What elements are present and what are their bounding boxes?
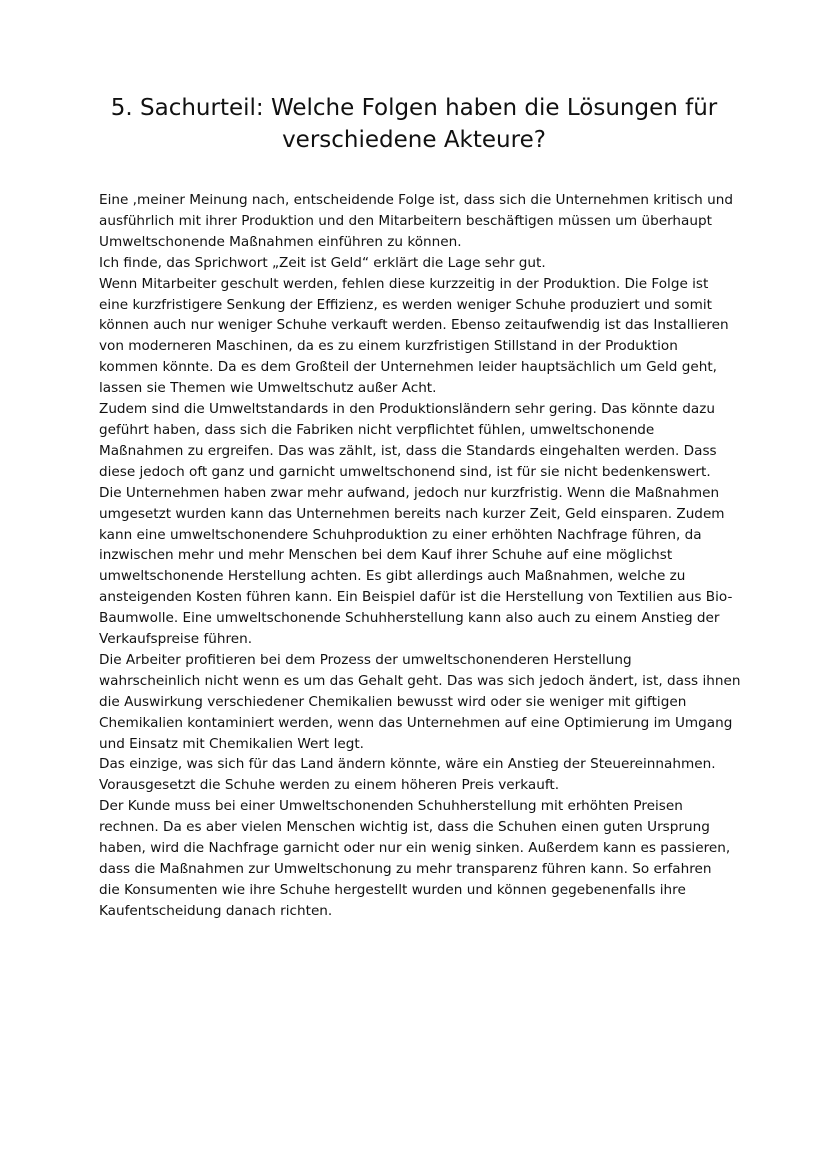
text-line: Der Kunde muss bei einer Umweltschonenden Schuhherstellung mit erhöhten Preisen: [99, 798, 683, 815]
text-line: Zudem sind die Umweltstandards in den Produktionsländern sehr gering. Das könnte dazu: [99, 401, 715, 418]
text-line: diese jedoch oft ganz und garnicht umweltschonend sind, ist für sie nicht bedenkenswert.: [99, 463, 711, 480]
title-line: 5. Sachurteil: Welche Folgen haben die Lösungen für: [110, 95, 718, 121]
text-line: geführt haben, dass sich die Fabriken nicht verpflichtet fühlen, umweltschonende: [99, 421, 655, 438]
text-line: Eine ,meiner Meinung nach, entscheidende Folge ist, dass sich die Unternehmen kritisch und: [99, 192, 733, 208]
text-line: eine kurzfristigere Senkung der Effizienz, es werden weniger Schuhe produziert und somit: [99, 296, 712, 313]
text-line: die Auswirkung verschiedener Chemikalien bewusst wird oder sie weniger mit giftigen: [99, 693, 687, 710]
text-line: Chemikalien kontaminiert werden, wenn das Unternehmen auf eine Optimierung im Umgang: [99, 714, 733, 731]
body-text: [99, 190, 739, 922]
text-line: Maßnahmen zu ergreifen. Das was zählt, ist, dass die Standards eingehalten werden. Dass: [99, 442, 717, 459]
text-line: Umweltschonende Maßnahmen einführen zu können.: [99, 233, 462, 250]
text-line: umgesetzt wurden kann das Unternehmen bereits nach kurzer Zeit, Geld einsparen. Zudem: [99, 505, 725, 522]
text-line: Das einzige, was sich für das Land ändern könnte, wäre ein Anstieg der Steuereinnahmen.: [99, 756, 716, 773]
page-title: [100, 92, 728, 156]
text-line: haben, wird die Nachfrage garnicht oder nur ein wenig sinken. Außerdem kann es passieren,: [99, 840, 731, 857]
title-line: verschiedene Akteure?: [282, 127, 546, 153]
text-line: Vorausgesetzt die Schuhe werden zu einem höheren Preis verkauft.: [99, 777, 560, 794]
text-line: kann eine umweltschonendere Schuhproduktion zu einer erhöhten Nachfrage führen, da: [99, 526, 702, 543]
text-line: wahrscheinlich nicht wenn es um das Gehalt geht. Das was sich jedoch ändert, ist, dass ihnen: [99, 672, 741, 689]
text-line: umweltschonende Herstellung achten. Es gibt allerdings auch Maßnahmen, welche zu: [99, 568, 686, 585]
text-line: inzwischen mehr und mehr Menschen bei dem Kauf ihrer Schuhe auf eine möglichst: [99, 547, 673, 564]
text-line: Ich finde, das Sprichwort „Zeit ist Geld“ erklärt die Lage sehr gut.: [99, 254, 546, 271]
text-line: dass die Maßnahmen zur Umweltschonung zu mehr transparenz führen kann. So erfahren: [99, 861, 712, 877]
text-line: Verkaufspreise führen.: [99, 631, 253, 648]
text-line: ansteigenden Kosten führen kann. Ein Beispiel dafür ist die Herstellung von Textilien aus Bio-: [99, 589, 733, 606]
text-line: Wenn Mitarbeiter geschult werden, fehlen diese kurzzeitig in der Produktion. Die Folge ist: [99, 275, 709, 292]
text-line: die Konsumenten wie ihre Schuhe hergestellt wurden und können gegebenenfalls ihre: [99, 881, 686, 898]
text-line: Die Unternehmen haben zwar mehr aufwand, jedoch nur kurzfristig. Wenn die Maßnahmen: [99, 484, 720, 501]
text-line: Kaufentscheidung danach richten.: [99, 902, 333, 919]
text-line: rechnen. Da es aber vielen Menschen wichtig ist, dass die Schuhen einen guten Ursprung: [99, 819, 710, 836]
text-line: können auch nur weniger Schuhe verkauft werden. Ebenso zeitaufwendig ist das Installieren: [99, 317, 729, 334]
text-line: kommen könnte. Da es dem Großteil der Unternehmen leider hauptsächlich um Geld geht,: [99, 359, 717, 376]
text-line: lassen sie Themen wie Umweltschutz außer Acht.: [99, 380, 437, 397]
text-line: und Einsatz mit Chemikalien Wert legt.: [99, 735, 365, 752]
text-line: von moderneren Maschinen, da es zu einem kurzfristigen Stillstand in der Produktion: [99, 338, 678, 355]
text-line: ausführlich mit ihrer Produktion und den Mitarbeitern beschäftigen müssen um überhaupt: [99, 212, 712, 229]
text-line: Baumwolle. Eine umweltschonende Schuhherstellung kann also auch zu einem Anstieg der: [99, 610, 720, 627]
text-line: Die Arbeiter profitieren bei dem Prozess der umweltschonenderen Herstellung: [99, 651, 632, 668]
